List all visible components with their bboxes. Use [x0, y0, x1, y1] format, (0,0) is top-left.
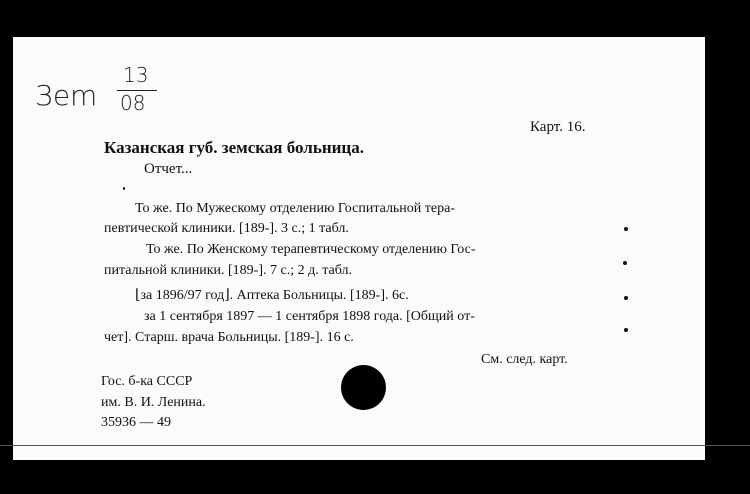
margin-speck: [123, 187, 125, 190]
entry-1-line-2: певтической клиники. [189-]. 3 с.; 1 табл.: [104, 221, 349, 236]
punch-hole: [341, 365, 386, 410]
entry-4-line-1: за 1 сентября 1897 — 1 сентября 1898 года. [Общий от-: [144, 309, 475, 324]
entry-1-line-1: То же. По Мужескому отделению Госпитальной тера-: [135, 201, 456, 216]
library-line-3: 35936 — 49: [101, 415, 171, 430]
catalog-card: [13, 37, 705, 460]
entry-2-line-1: То же. По Женскому терапевтическому отделению Гос-: [146, 242, 476, 257]
card-number: Карт. 16.: [530, 119, 586, 135]
margin-speck: [623, 261, 627, 265]
handwritten-prefix: Зem: [35, 79, 98, 112]
entry-2-line-2: питальной клиники. [189-]. 7 с.; 2 д. табл.: [104, 263, 353, 278]
handwritten-denominator: 08: [120, 91, 146, 115]
margin-speck: [624, 296, 628, 300]
card-bottom-rule: [0, 445, 750, 446]
library-line-1: Гос. б-ка СССР: [101, 374, 193, 389]
handwritten-numerator: 13: [123, 63, 149, 87]
entry-4-line-2: чет]. Старш. врача Больницы. [189-]. 16 с.: [104, 330, 354, 345]
margin-speck: [624, 328, 628, 332]
library-line-2: им. В. И. Ленина.: [101, 395, 206, 410]
card-heading: Казанская губ. земская больница.: [104, 138, 364, 157]
card-subheading: Отчет...: [144, 161, 193, 177]
entry-3-line-1: ⌊за 1896/97 год⌋. Аптека Больницы. [189-]. 6с.: [135, 288, 409, 303]
see-next-card: См. след. карт.: [481, 352, 568, 367]
margin-speck: [624, 227, 628, 231]
